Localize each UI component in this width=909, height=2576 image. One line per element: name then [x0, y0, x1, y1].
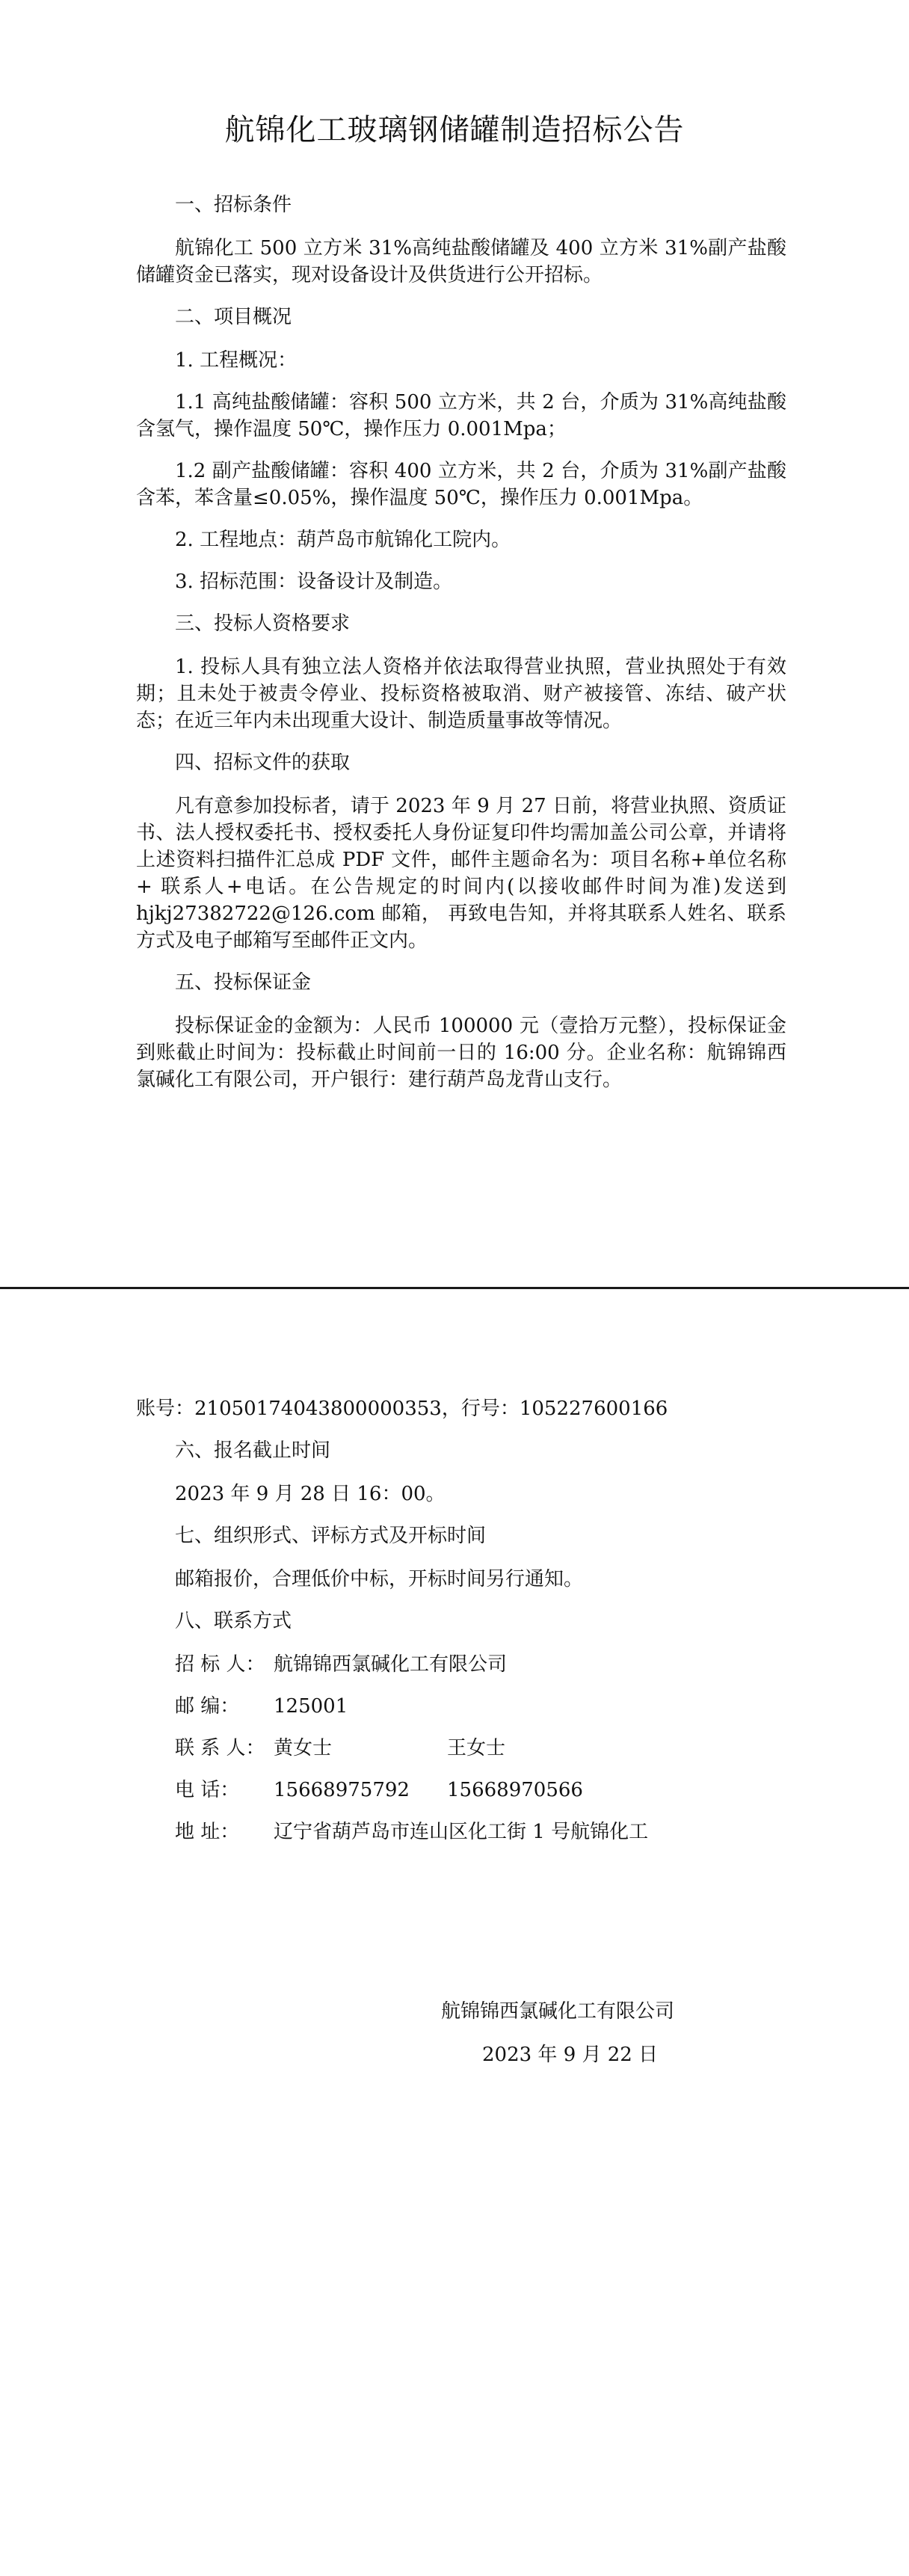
contact-value-tenderer: 航锦锦西氯碱化工有限公司 — [274, 1653, 508, 1676]
contact-value-postcode: 125001 — [274, 1695, 348, 1718]
contact-value-person-2: 王女士 — [447, 1737, 506, 1759]
section-heading-registration-deadline: 六、报名截止时间 — [175, 1439, 331, 1462]
contact-label-address: 地 址： — [175, 1821, 240, 1843]
paragraph-tender-conditions: 航锦化工 500 立方米 31%高纯盐酸储罐及 400 立方米 31%副产盐酸储罐资金已落实，现对设备设计及供货进行公开招标。 — [136, 237, 786, 286]
section-heading-project-overview: 二、项目概况 — [175, 306, 292, 328]
contact-row-postcode — [175, 1693, 786, 1720]
contact-label-phone: 电 话： — [175, 1779, 240, 1801]
paragraph-tender-scope: 3. 招标范围：设备设计及制造。 — [175, 571, 453, 593]
paragraph-project-location: 2. 工程地点：葫芦岛市航锦化工院内。 — [175, 529, 511, 551]
section-heading-qualifications: 三、投标人资格要求 — [175, 612, 351, 635]
contact-value-phone-2: 15668970566 — [447, 1779, 583, 1801]
contact-label-person: 联 系 人： — [175, 1737, 265, 1759]
paragraph-bid-bond: 投标保证金的金额为：人民币 100000 元（壹拾万元整），投标保证金到账截止时间为：投标截止时间前一日的 16:00 分。企业名称：航锦锦西氯碱化工有限公司，开户银行：建行葫芦岛龙背山支行。 — [136, 1015, 786, 1091]
section-heading-obtain-documents: 四、招标文件的获取 — [175, 751, 351, 774]
contact-value-phone-1: 15668975792 — [274, 1779, 410, 1801]
signature-company: 航锦锦西氯碱化工有限公司 — [441, 2000, 675, 2023]
contact-value-address: 辽宁省葫芦岛市连山区化工街 1 号航锦化工 — [274, 1821, 649, 1843]
contact-row-phone — [175, 1777, 786, 1804]
paragraph-qualifications: 1. 投标人具有独立法人资格并依法取得营业执照，营业执照处于有效期；且未处于被责令停业、投标资格被取消、财产被接管、冻结、破产状态；在近三年内未出现重大设计、制造质量事故等情况。 — [136, 656, 786, 732]
contact-label-tenderer: 招 标 人： — [175, 1653, 265, 1676]
paragraph-obtain-documents: 凡有意参加投标者，请于 2023 年 9 月 27 日前，将营业执照、资质证书、法人授权委托书、授权委托人身份证复印件均需加盖公司公章，并请将上述资料扫描件汇总成 PDF 文件，邮件主题命名为：项目名称+单位名称+ 联系人+电话。在公告规定的时间内(以接收邮件时间为准)发送到 hjkj27382722@126.com 邮箱， 再致电告知，并将其联系人姓名、联系方式及电子邮箱写至邮件正文内。 — [136, 795, 786, 952]
contact-value-person-1: 黄女士 — [274, 1737, 333, 1759]
signature-date: 2023 年 9 月 22 日 — [482, 2044, 659, 2066]
organization-method-value: 邮箱报价，合理低价中标，开标时间另行通知。 — [175, 1568, 584, 1590]
page-1-body — [136, 191, 786, 1108]
document-title: 航锦化工玻璃钢储罐制造招标公告 — [224, 113, 685, 147]
paragraph-project-overview-title: 1. 工程概况： — [175, 349, 298, 372]
section-heading-bid-bond: 五、投标保证金 — [175, 971, 312, 994]
section-heading-tender-conditions: 一、招标条件 — [175, 194, 292, 216]
paragraph-high-purity-tank: 1.1 高纯盐酸储罐：容积 500 立方米，共 2 台，介质为 31%高纯盐酸含氢气，操作温度 50℃，操作压力 0.001Mpa； — [136, 391, 786, 440]
bank-account-line: 账号：21050174043800000353，行号：105227600166 — [136, 1398, 668, 1420]
registration-deadline-value: 2023 年 9 月 28 日 16：00。 — [175, 1483, 446, 1505]
document-page-2 — [0, 1289, 909, 2576]
contact-row-address — [175, 1819, 786, 1845]
section-heading-organization-method: 七、组织形式、评标方式及开标时间 — [175, 1525, 487, 1547]
page-2-body — [136, 1395, 786, 1860]
section-heading-contact: 八、联系方式 — [175, 1610, 292, 1632]
contact-row-tenderer — [175, 1651, 786, 1678]
contact-row-person — [175, 1735, 786, 1762]
contact-label-postcode: 邮 编： — [175, 1695, 240, 1718]
paragraph-byproduct-tank: 1.2 副产盐酸储罐：容积 400 立方米，共 2 台，介质为 31%副产盐酸含苯，苯含量≤0.05%，操作温度 50℃，操作压力 0.001Mpa。 — [136, 460, 786, 509]
